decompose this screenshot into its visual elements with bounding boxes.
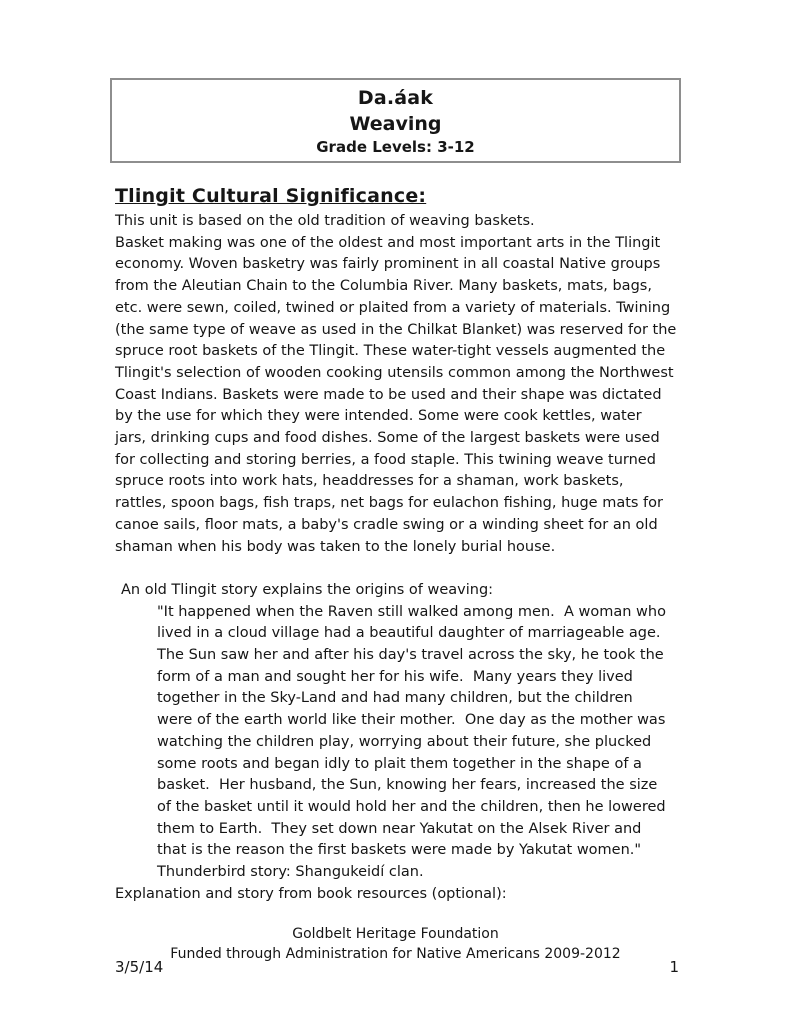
text-line: were of the earth world like their mother. One day as the mother was bbox=[157, 712, 666, 729]
footer-date: 3/5/14 bbox=[115, 958, 164, 976]
text-line: canoe sails, floor mats, a baby's cradle swing or a winding sheet for an old bbox=[115, 516, 658, 533]
text-line: together in the Sky-Land and had many children, but the children bbox=[157, 690, 633, 707]
text-line: for collecting and storing berries, a food staple. This twining weave turned bbox=[115, 451, 656, 468]
text-line: etc. were sewn, coiled, twined or plaited from a variety of materials. Twining bbox=[115, 299, 671, 316]
text-line: watching the children play, worrying about their future, she plucked bbox=[157, 733, 652, 750]
text-line: Basket making was one of the oldest and most important arts in the Tlingit bbox=[115, 234, 661, 251]
text-line: shaman when his body was taken to the lonely burial house. bbox=[115, 538, 556, 555]
text-line: Tlingit's selection of wooden cooking utensils common among the Northwest bbox=[115, 364, 674, 381]
text-line: form of a man and sought her for his wife. Many years they lived bbox=[157, 668, 633, 685]
doc-title: Da.áak bbox=[357, 87, 434, 109]
text-line: by the use for which they were intended. Some were cook kettles, water bbox=[115, 408, 642, 425]
explanation-note: Explanation and story from book resources (optional): bbox=[115, 885, 507, 902]
title-box bbox=[110, 78, 681, 163]
text-line: that is the reason the first baskets were made by Yakutat women." bbox=[157, 842, 642, 859]
text-line: economy. Woven basketry was fairly prominent in all coastal Native groups bbox=[115, 256, 661, 273]
text-line: basket. Her husband, the Sun, knowing her fears, increased the size bbox=[157, 777, 658, 794]
text-line: This unit is based on the old tradition of weaving baskets. bbox=[115, 213, 535, 229]
text-line: jars, drinking cups and food dishes. Some of the largest baskets were used bbox=[115, 430, 660, 447]
text-line: lived in a cloud village had a beautiful daughter of marriageable age. bbox=[157, 625, 661, 642]
text-line: spruce roots into work hats, headdresses for a shaman, work baskets, bbox=[115, 473, 624, 490]
doc-subtitle: Weaving bbox=[349, 113, 442, 135]
story-attribution: Thunderbird story: Shangukeidí clan. bbox=[157, 864, 424, 881]
text-line: (the same type of weave as used in the Chilkat Blanket) was reserved for the bbox=[115, 321, 677, 338]
footer-organization: Goldbelt Heritage Foundation bbox=[292, 926, 499, 942]
story-quote bbox=[115, 602, 735, 862]
text-line: spruce root baskets of the Tlingit. These water-tight vessels augmented the bbox=[115, 343, 666, 360]
text-line: from the Aleutian Chain to the Columbia River. Many baskets, mats, bags, bbox=[115, 278, 652, 295]
page-number: 1 bbox=[669, 958, 679, 976]
text-line: of the basket until it would hold her and the children, then he lowered bbox=[157, 798, 666, 815]
text-line: "It happened when the Raven still walked among men. A woman who bbox=[157, 603, 666, 620]
main-content bbox=[115, 184, 735, 905]
story-intro: An old Tlingit story explains the origins of weaving: bbox=[121, 581, 494, 598]
text-line: rattles, spoon bags, fish traps, net bags for eulachon fishing, huge mats for bbox=[115, 495, 663, 512]
text-line: some roots and began idly to plait them together in the shape of a bbox=[157, 755, 642, 772]
section-heading: Tlingit Cultural Significance: bbox=[115, 185, 427, 207]
text-line: The Sun saw her and after his day's travel across the sky, he took the bbox=[157, 647, 664, 664]
grade-levels: Grade Levels: 3-12 bbox=[316, 138, 475, 156]
footer-funding: Funded through Administration for Native Americans 2009-2012 bbox=[170, 946, 621, 962]
blank-line bbox=[115, 558, 735, 580]
text-line: Coast Indians. Baskets were made to be used and their shape was dictated bbox=[115, 386, 662, 403]
text-line: them to Earth. They set down near Yakutat on the Alsek River and bbox=[157, 820, 642, 837]
intro-paragraph bbox=[115, 211, 735, 558]
